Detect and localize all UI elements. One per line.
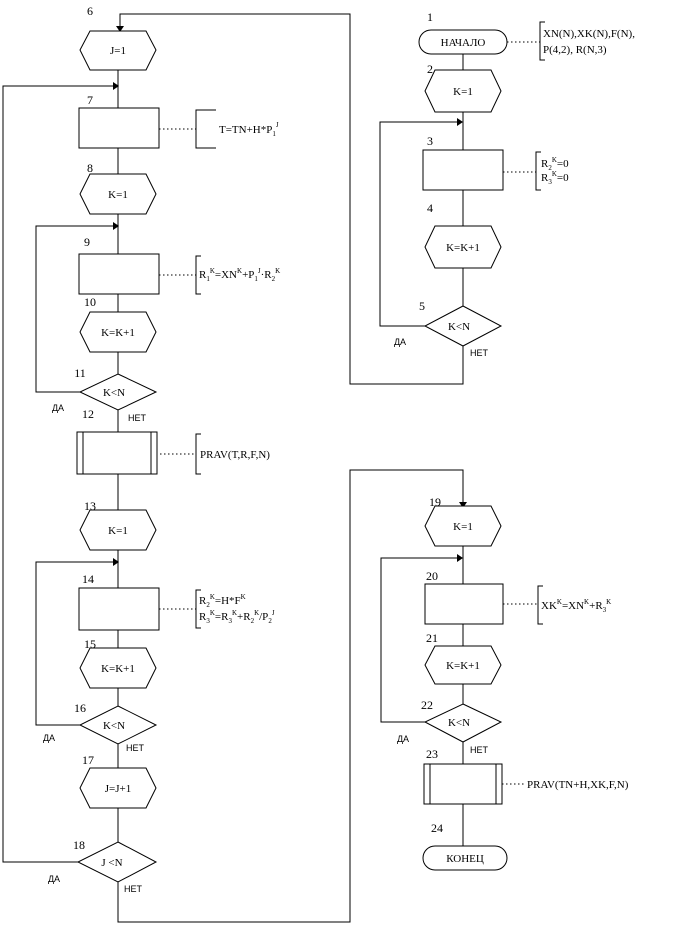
branch-no: НЕТ (470, 348, 488, 358)
branch-no: НЕТ (126, 743, 144, 753)
block-10-label: K=K+1 (101, 327, 135, 339)
block-2-label: K=1 (453, 86, 473, 98)
block-number: 23 (426, 747, 438, 761)
block-number: 3 (427, 134, 433, 148)
block-2-init (425, 70, 501, 112)
branch-yes: ДА (396, 734, 410, 744)
block-8-init (80, 174, 156, 214)
annotation-23: PRAV(TN+H,XK,F,N) (527, 779, 629, 791)
block-24-label: КОНЕЦ (446, 853, 484, 865)
block-16-condition (80, 706, 156, 744)
block-15-label: K=K+1 (101, 663, 135, 675)
branch-no: НЕТ (128, 413, 146, 423)
block-19-init (425, 506, 501, 546)
block-number: 7 (87, 93, 93, 107)
block-number: 15 (84, 637, 96, 651)
block-1-start (419, 30, 507, 54)
block-number: 16 (74, 701, 86, 715)
block-17-label: J=J+1 (104, 783, 132, 795)
branch-no: НЕТ (124, 884, 142, 894)
block-number: 8 (87, 161, 93, 175)
block-23-subroutine (424, 764, 502, 804)
annotation-3-line1: $R_2^K=0$ (541, 156, 569, 172)
block-11-label: K<N (102, 387, 126, 399)
block-5-condition (425, 306, 501, 346)
block-12-subroutine (77, 432, 157, 474)
block-4-label: K=K+1 (446, 242, 480, 254)
branch-no: НЕТ (470, 745, 488, 755)
annotation-3-line2: $R_3^K=0$ (541, 170, 569, 186)
block-11-condition (80, 374, 156, 410)
block-number: 24 (431, 821, 443, 835)
branch-yes: ДА (51, 403, 65, 413)
block-19-label: K=1 (453, 521, 473, 533)
block-10-increment (80, 312, 156, 352)
annotation-14-line1: $R_2^K=H*F^K$ (199, 593, 246, 609)
block-number: 9 (84, 235, 90, 249)
block-18-condition (78, 842, 156, 882)
block-22-label: K<N (447, 717, 471, 729)
block-6-init (80, 31, 156, 70)
branch-yes: ДА (47, 874, 61, 884)
block-number: 11 (74, 366, 86, 380)
annotation-12: PRAV(T,R,F,N) (200, 449, 270, 461)
block-24-end (423, 846, 507, 870)
block-13-label: K=1 (108, 525, 128, 537)
annotation-9: $R_1^K=XN^K+P_1^J\cdot R_2^K$ (199, 267, 281, 283)
block-21-label: K=K+1 (446, 660, 480, 672)
block-number: 19 (429, 495, 441, 509)
block-21-increment (425, 646, 501, 684)
block-number: 17 (82, 753, 94, 767)
block-22-condition (425, 704, 501, 742)
block-6-label: J=1 (110, 45, 126, 57)
block-13-init (80, 510, 156, 550)
block-number: 18 (73, 838, 85, 852)
block-3-process (423, 150, 503, 190)
branch-yes: ДА (42, 733, 56, 743)
annotation-20: $XK^K=XN^K+R_3^K$ (541, 598, 612, 614)
branch-yes: ДА (393, 337, 407, 347)
block-1-label: НАЧАЛО (440, 37, 486, 49)
connectors (3, 14, 467, 922)
annotations (199, 28, 635, 791)
block-number: 10 (84, 295, 96, 309)
block-15-increment (80, 648, 156, 688)
annotation-7: $T=TN+H*P_1^J$ (219, 121, 279, 138)
block-4-increment (425, 226, 501, 268)
block-number: 20 (426, 569, 438, 583)
block-17-increment (80, 768, 156, 808)
block-20-process (425, 584, 503, 624)
annotation-1-line1: XN(N),XK(N),F(N), (543, 28, 635, 40)
block-number: 1 (427, 10, 433, 24)
block-number: 22 (421, 698, 433, 712)
block-9-process (79, 254, 159, 294)
block-number: 14 (82, 572, 94, 586)
block-number: 4 (427, 201, 433, 215)
block-14-process (79, 588, 159, 630)
block-number: 21 (426, 631, 438, 645)
block-number: 6 (87, 4, 93, 18)
block-number: 13 (84, 499, 96, 513)
annotation-14-line2: $R_3^K=R_3^K+R_2^K/P_2^J$ (199, 609, 275, 625)
annotation-1-line2: P(4,2), R(N,3) (543, 44, 607, 56)
block-7-process (79, 108, 159, 148)
block-8-label: K=1 (108, 189, 128, 201)
block-16-label: K<N (102, 720, 126, 732)
block-number: 12 (82, 407, 94, 421)
block-number: 5 (419, 299, 425, 313)
block-number: 2 (427, 62, 433, 76)
block-18-label: J <N (101, 857, 123, 869)
block-5-label: K<N (447, 321, 471, 333)
